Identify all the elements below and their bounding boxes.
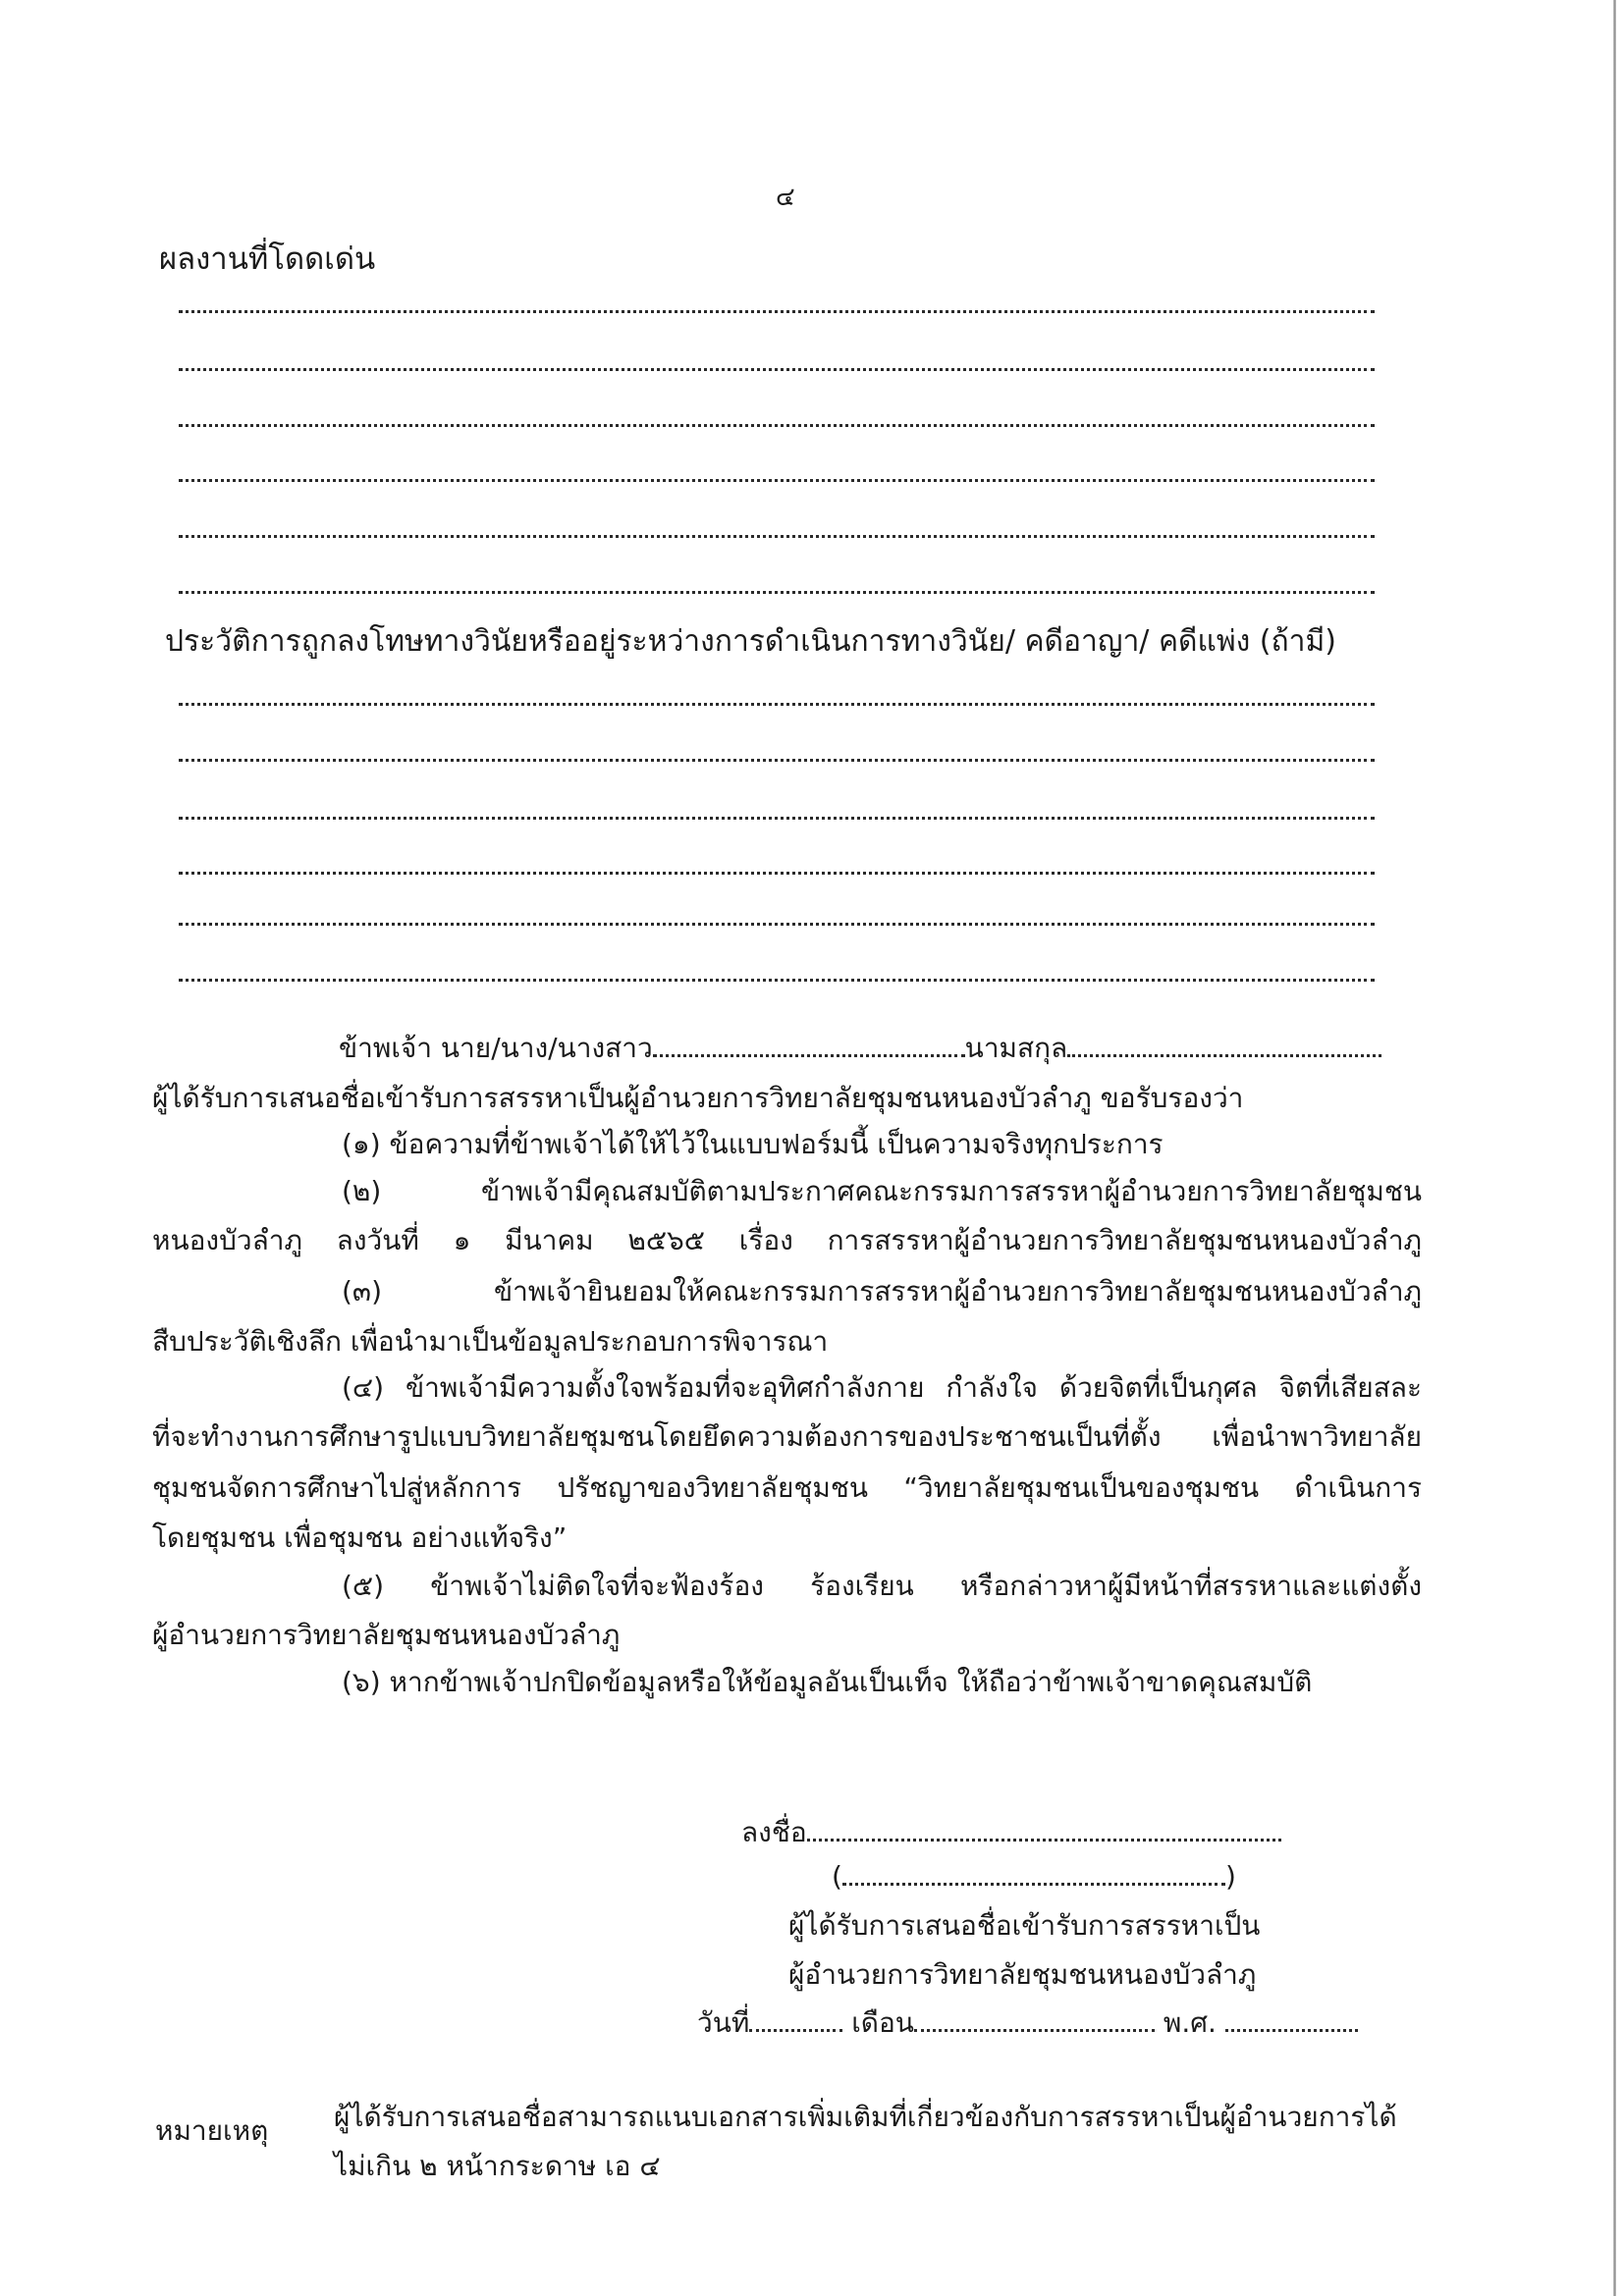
declaration-item-4-line-2: ที่จะทำงานการศึกษารูปแบบวิทยาลัยชุมชนโดยยึดความต้องการของประชาชนเป็นที่ตั้ง เพื่อนำพาวิทยาลัย bbox=[152, 1420, 1422, 1453]
declaration-item-3-line-2: สืบประวัติเชิงลึก เพื่อนำมาเป็นข้อมูลประกอบการพิจารณา bbox=[152, 1325, 829, 1358]
declaration-item-2-line-1: (๒) ข้าพเจ้ามีคุณสมบัติตามประกาศคณะกรรมการสรรหาผู้อำนวยการวิทยาลัยชุมชน bbox=[342, 1175, 1422, 1207]
outstanding-line-5[interactable] bbox=[179, 535, 1375, 538]
date-line bbox=[697, 2006, 1358, 2039]
declaration-name-line bbox=[339, 1032, 1419, 1064]
discipline-line-4[interactable] bbox=[179, 872, 1375, 875]
page-number: ๔ bbox=[776, 183, 795, 212]
surname-label: นามสกุล bbox=[964, 1032, 1068, 1064]
discipline-line-2[interactable] bbox=[179, 759, 1375, 762]
sign-label: ลงชื่อ bbox=[741, 1816, 807, 1848]
printed-name-line bbox=[832, 1860, 1236, 1893]
declaration-item-1: (๑) ข้อความที่ข้าพเจ้าได้ให้ไว้ในแบบฟอร์มนี้ เป็นความจริงทุกประการ bbox=[342, 1128, 1164, 1160]
declaration-item-4-line-1: (๔) ข้าพเจ้ามีความตั้งใจพร้อมที่จะอุทิศกำลังกาย กำลังใจ ด้วยจิตที่เป็นกุศล จิตที่เสียสละ bbox=[342, 1371, 1422, 1404]
declaration-item-2-line-2: หนองบัวลำภู ลงวันที่ ๑ มีนาคม ๒๕๖๕ เรื่อง การสรรหาผู้อำนวยการวิทยาลัยชุมชนหนองบัวลำภู bbox=[152, 1224, 1422, 1256]
declaration-intro: ผู้ได้รับการเสนอชื่อเข้ารับการสรรหาเป็นผู้อำนวยการวิทยาลัยชุมชนหนองบัวลำภู ขอรับรองว่า bbox=[152, 1082, 1244, 1114]
declaration-item-5-line-2: ผู้อำนวยการวิทยาลัยชุมชนหนองบัวลำภู bbox=[152, 1619, 621, 1651]
signature-field[interactable] bbox=[807, 1838, 1281, 1842]
outstanding-heading: ผลงานที่โดดเด่น bbox=[159, 241, 376, 277]
signer-role-line-2: ผู้อำนวยการวิทยาลัยชุมชนหนองบัวลำภู bbox=[788, 1958, 1257, 1991]
year-field[interactable] bbox=[1225, 2028, 1358, 2032]
declaration-item-4-line-3: ชุมชนจัดการศึกษาไปสู่หลักการ ปรัชญาของวิทยาลัยชุมชน “วิทยาลัยชุมชนเป็นของชุมชน ดำเนินการ bbox=[152, 1471, 1422, 1504]
declaration-item-6: (๖) หากข้าพเจ้าปกปิดข้อมูลหรือให้ข้อมูลอันเป็นเท็จ ให้ถือว่าข้าพเจ้าขาดคุณสมบัติ bbox=[342, 1666, 1313, 1698]
outstanding-line-1[interactable] bbox=[179, 310, 1375, 313]
declaration-item-3-line-1: (๓) ข้าพเจ้ายินยอมให้คณะกรรมการสรรหาผู้อำนวยการวิทยาลัยชุมชนหนองบัวลำภู bbox=[342, 1275, 1422, 1308]
discipline-line-6[interactable] bbox=[179, 979, 1375, 982]
day-field[interactable] bbox=[749, 2028, 842, 2032]
note-line-1: ผู้ได้รับการเสนอชื่อสามารถแนบเอกสารเพิ่มเติมที่เกี่ยวข้องกับการสรรหาเป็นผู้อำนวยการได้ bbox=[334, 2101, 1397, 2133]
year-label: พ.ศ. bbox=[1163, 2006, 1217, 2039]
note-label: หมายเหตุ bbox=[155, 2114, 269, 2147]
paren-open: ( bbox=[832, 1860, 842, 1893]
month-label: เดือน bbox=[851, 2006, 914, 2039]
declaration-item-4-line-4: โดยชุมชน เพื่อชุมชน อย่างแท้จริง” bbox=[152, 1522, 568, 1554]
outstanding-line-2[interactable] bbox=[179, 368, 1375, 371]
signer-role-line-1: ผู้ได้รับการเสนอชื่อเข้ารับการสรรหาเป็น bbox=[788, 1909, 1261, 1942]
scan-edge bbox=[1613, 0, 1616, 2296]
paren-close: ) bbox=[1224, 1860, 1236, 1893]
declaration-item-5-line-1: (๕) ข้าพเจ้าไม่ติดใจที่จะฟ้องร้อง ร้องเรียน หรือกล่าวหาผู้มีหน้าที่สรรหาและแต่งตั้ง bbox=[342, 1570, 1422, 1602]
outstanding-line-3[interactable] bbox=[179, 424, 1375, 427]
discipline-line-1[interactable] bbox=[179, 703, 1375, 706]
name-prefix-label: ข้าพเจ้า นาย/นาง/นางสาว bbox=[339, 1032, 653, 1064]
signature-line bbox=[741, 1816, 1281, 1848]
outstanding-line-4[interactable] bbox=[179, 479, 1375, 482]
surname-field[interactable] bbox=[1067, 1053, 1381, 1057]
printed-name-field[interactable] bbox=[842, 1882, 1225, 1886]
discipline-line-3[interactable] bbox=[179, 817, 1375, 820]
day-label: วันที่ bbox=[697, 2006, 750, 2039]
note-line-2: ไม่เกิน ๒ หน้ากระดาษ เอ ๔ bbox=[334, 2150, 661, 2182]
month-field[interactable] bbox=[914, 2028, 1155, 2032]
discipline-line-5[interactable] bbox=[179, 923, 1375, 926]
discipline-heading: ประวัติการถูกลงโทษทางวินัยหรืออยู่ระหว่างการดำเนินการทางวินัย/ คดีอาญา/ คดีแพ่ง (ถ้ามี) bbox=[165, 624, 1336, 659]
name-field[interactable] bbox=[653, 1053, 965, 1057]
outstanding-line-6[interactable] bbox=[179, 591, 1375, 594]
